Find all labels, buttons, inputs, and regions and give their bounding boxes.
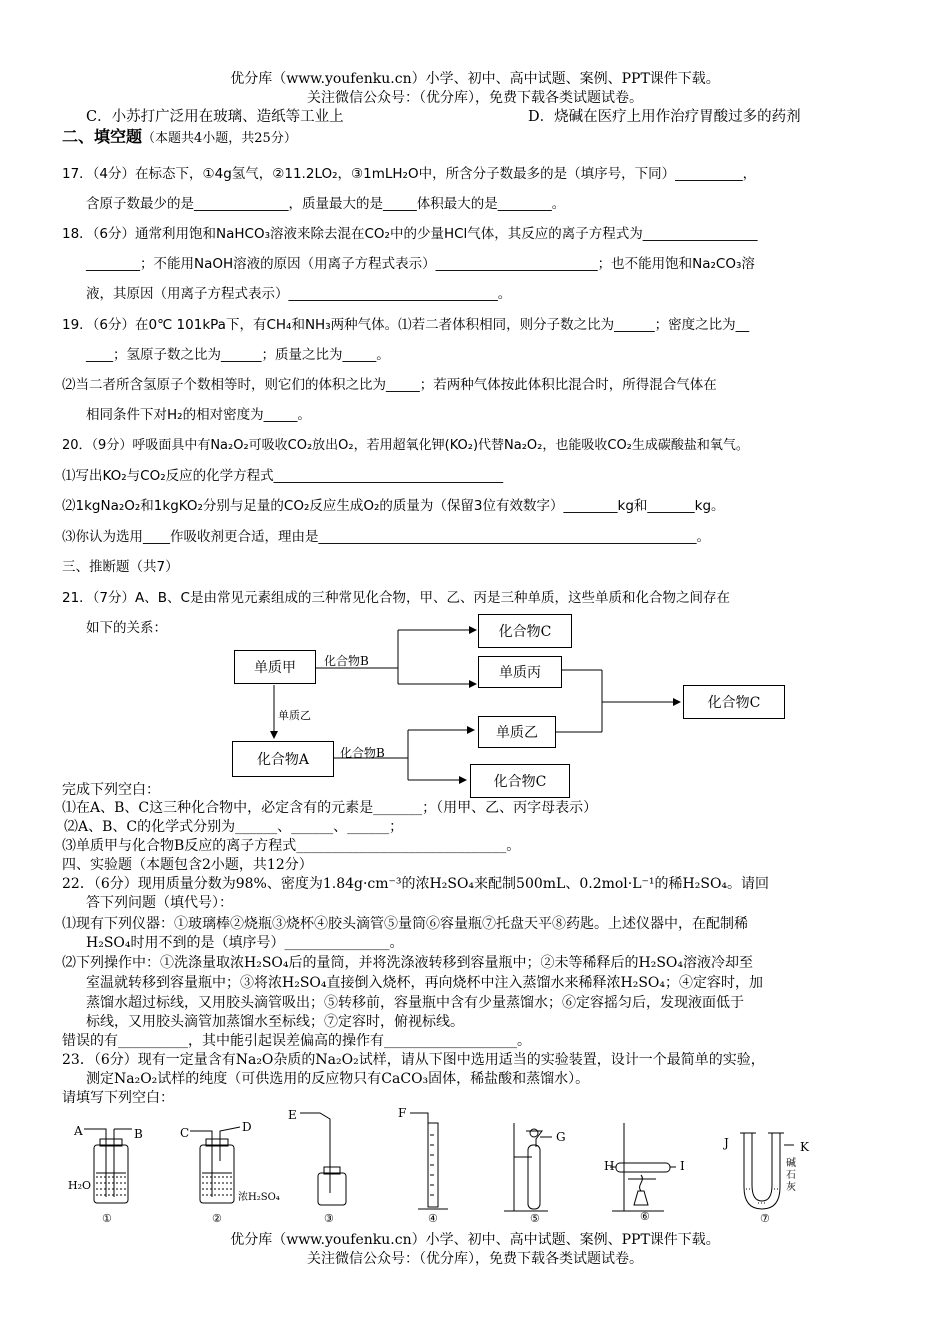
option-d: D．烧碱在医疗上用作治疗胃酸过多的药剂 <box>528 109 801 125</box>
label-i: I <box>680 1159 685 1173</box>
apparatus-number-3: ③ <box>324 1212 334 1225</box>
q19-line-4: 相同条件下对H₂的相对密度为_____。 <box>86 407 311 423</box>
label-f: F <box>398 1106 407 1120</box>
q22-line-3: ⑴现有下列仪器：①玻璃棒②烧瓶③烧杯④胶头滴管⑤量筒⑥容量瓶⑦托盘天平⑧药匙。上述仪器中，在配制稀 <box>62 916 748 932</box>
option-c: C．小苏打广泛用在玻璃、造纸等工业上 <box>86 109 344 125</box>
apparatus-6 <box>610 1123 676 1211</box>
q22-line-5: ⑵下列操作中：①洗涤量取浓H₂SO₄后的量筒，并将洗涤液转移到容量瓶中；②未等稀释后的H₂SO₄溶液冷却至 <box>62 955 754 971</box>
q21-line-4: ⑴在A、B、C这三种化合物中，必定含有的元素是_______；（用甲、乙、丙字母表示） <box>62 800 598 816</box>
box-huahewu-c-bottom: 化合物C <box>470 764 570 798</box>
box-huahewu-c-top: 化合物C <box>478 614 572 648</box>
q17-line-2: 含原子数最少的是______________，质量最大的是_____体积最大的是________。 <box>86 196 566 212</box>
q22-line-8: 标线，又用胶头滴管加蒸馏水至标线；⑦定容时，俯视标线。 <box>86 1014 464 1030</box>
q20-line-4: ⑶你认为选用____作吸收剂更合适，理由是________________________________________________________。 <box>62 529 710 545</box>
apparatus-3 <box>300 1113 346 1205</box>
apparatus-number-2: ② <box>212 1212 222 1225</box>
q23-line-1: 23．（6分）现有一定量含有Na₂O杂质的Na₂O₂试样，请从下图中选用适当的实验装置，设计一个最简单的实验， <box>62 1052 765 1068</box>
q23-line-2: 测定Na₂O₂试样的纯度（可供选用的反应物只有CaCO₃固体，稀盐酸和蒸馏水）。 <box>86 1071 590 1087</box>
section-2-title: 二、填空题 <box>62 127 143 146</box>
q18-line-3: 液，其原因（用离子方程式表示）_______________________________。 <box>86 286 512 302</box>
q19-line-2: ____；氢原子数之比为______；质量之比为_____。 <box>86 347 390 363</box>
q20-line-1: 20．（9分）呼吸面具中有Na₂O₂可吸收CO₂放出O₂，若用超氧化钾(KO₂)代替Na₂O₂，也能吸收CO₂生成碳酸盐和氧气。 <box>62 438 749 453</box>
label-water: H₂O <box>68 1179 92 1192</box>
apparatus-2 <box>190 1127 240 1203</box>
label-k: K <box>800 1140 809 1154</box>
box-danzhi-jia: 单质甲 <box>234 650 316 684</box>
q22-line-4: H₂SO₄时用不到的是（填序号）_______________。 <box>86 935 404 951</box>
apparatus-number-5: ⑤ <box>530 1212 540 1225</box>
section-3-title: 三、推断题（共7） <box>62 559 179 575</box>
footer-line-2: 关注微信公众号：（优分库），免费下载各类试题试卷。 <box>307 1251 643 1267</box>
label-b: B <box>134 1127 143 1141</box>
q22-line-6: 室温就转移到容量瓶中；③将浓H₂SO₄直接倒入烧杯，再向烧杯中注入蒸馏水来稀释浓H₂SO₄；④定容时，加 <box>86 975 764 991</box>
q21-line-2: 如下的关系： <box>86 620 167 636</box>
apparatus-number-4: ④ <box>428 1212 438 1225</box>
box-danzhi-yi: 单质乙 <box>478 716 556 748</box>
section-4-title: 四、实验题（本题包含2小题，共12分） <box>62 857 313 873</box>
footer-line-1: 优分库（www.youfenku.cn）小学、初中、高中试题、案例、PPT课件下载。 <box>230 1232 720 1248</box>
header-line-1: 优分库（www.youfenku.cn）小学、初中、高中试题、案例、PPT课件下载。 <box>230 71 720 87</box>
q18-line-1: 18．（6分）通常利用饱和NaHCO₃溶液来除去混在CO₂中的少量HCl气体，其反应的离子方程式为_________________ <box>62 226 758 242</box>
label-acid: 浓H₂SO₄ <box>238 1192 280 1203</box>
q18-line-2: ________；不能用NaOH溶液的原因（用离子方程式表示）________________________；也不能用饱和Na₂CO₃溶 <box>86 256 755 272</box>
arrow-label-yi: 单质乙 <box>278 709 311 722</box>
q21-line-5: ⑵A、B、C的化学式分别为______、______、______； <box>64 819 404 835</box>
label-d: D <box>242 1120 252 1134</box>
apparatus-1 <box>84 1129 132 1203</box>
box-danzhi-bing: 单质丙 <box>478 656 562 688</box>
arrow-label-b-2: 化合物B <box>340 746 385 760</box>
q21-line-6: ⑶单质甲与化合物B反应的离子方程式______________________________。 <box>62 838 521 854</box>
header-line-2: 关注微信公众号：（优分库），免费下载各类试题试卷。 <box>307 90 643 106</box>
q22-line-7: 蒸馏水超过标线，又用胶头滴管吸出；⑤转移前，容量瓶中含有少量蒸馏水；⑥定容摇匀后，发现液面低于 <box>86 995 744 1011</box>
arrow-label-b-1: 化合物B <box>324 654 369 668</box>
q19-line-3: ⑵当二者所含氢原子个数相等时，则它们的体积之比为_____；若两种气体按此体积比混合时，所得混合气体在 <box>62 377 717 393</box>
apparatus-number-1: ① <box>102 1212 112 1225</box>
label-j: J <box>724 1136 729 1150</box>
q23-line-3: 请填写下列空白： <box>62 1090 174 1106</box>
q22-line-9: 错误的有__________，其中能引起误差偏高的操作有___________________。 <box>62 1033 531 1049</box>
q21-line-3: 完成下列空白： <box>62 782 160 798</box>
label-h: H <box>604 1159 615 1173</box>
label-a: A <box>74 1124 83 1138</box>
q22-line-1: 22．（6分）现用质量分数为98%、密度为1.84g·cm⁻³的浓H₂SO₄来配制500mL、0.2mol·L⁻¹的稀H₂SO₄。请回 <box>62 876 770 892</box>
label-c: C <box>180 1126 190 1140</box>
q17-line-1: 17．（4分）在标态下，①4g氢气，②11.2LO₂，③1mLH₂O中，所含分子数最多的是（填序号，下同）__________， <box>62 166 757 182</box>
section-2-note: （本题共4小题，共25分） <box>142 131 297 146</box>
q21-line-1: 21．（7分）A、B、C是由常见元素组成的三种常见化合物，甲、乙、丙是三种单质，这些单质和化合物之间存在 <box>62 590 730 606</box>
q22-line-2: 答下列问题（填代号）： <box>86 895 233 911</box>
apparatus-4 <box>410 1113 448 1209</box>
q19-line-1: 19．（6分）在0℃ 101kPa下，有CH₄和NH₃两种气体。⑴若二者体积相同，则分子数之比为______；密度之比为__ <box>62 317 750 333</box>
q20-line-3: ⑵1kgNa₂O₂和1kgKO₂分别与足量的CO₂反应生成O₂的质量为（保留3位有效数字）________kg和_______kg。 <box>62 498 725 514</box>
label-e: E <box>288 1108 297 1122</box>
apparatus-number-6: ⑥ <box>640 1210 650 1223</box>
label-g: G <box>556 1130 566 1144</box>
label-lime: 碱石灰 <box>786 1158 796 1193</box>
q20-line-2: ⑴写出KO₂与CO₂反应的化学方程式__________________________________ <box>62 468 504 484</box>
apparatus-5 <box>504 1123 552 1211</box>
apparatus-number-7: ⑦ <box>760 1212 770 1225</box>
box-huahewu-c-right: 化合物C <box>683 685 785 719</box>
section-2-heading <box>62 124 297 147</box>
apparatus-drawings <box>0 1105 950 1225</box>
box-huahewu-a: 化合物A <box>232 741 334 777</box>
